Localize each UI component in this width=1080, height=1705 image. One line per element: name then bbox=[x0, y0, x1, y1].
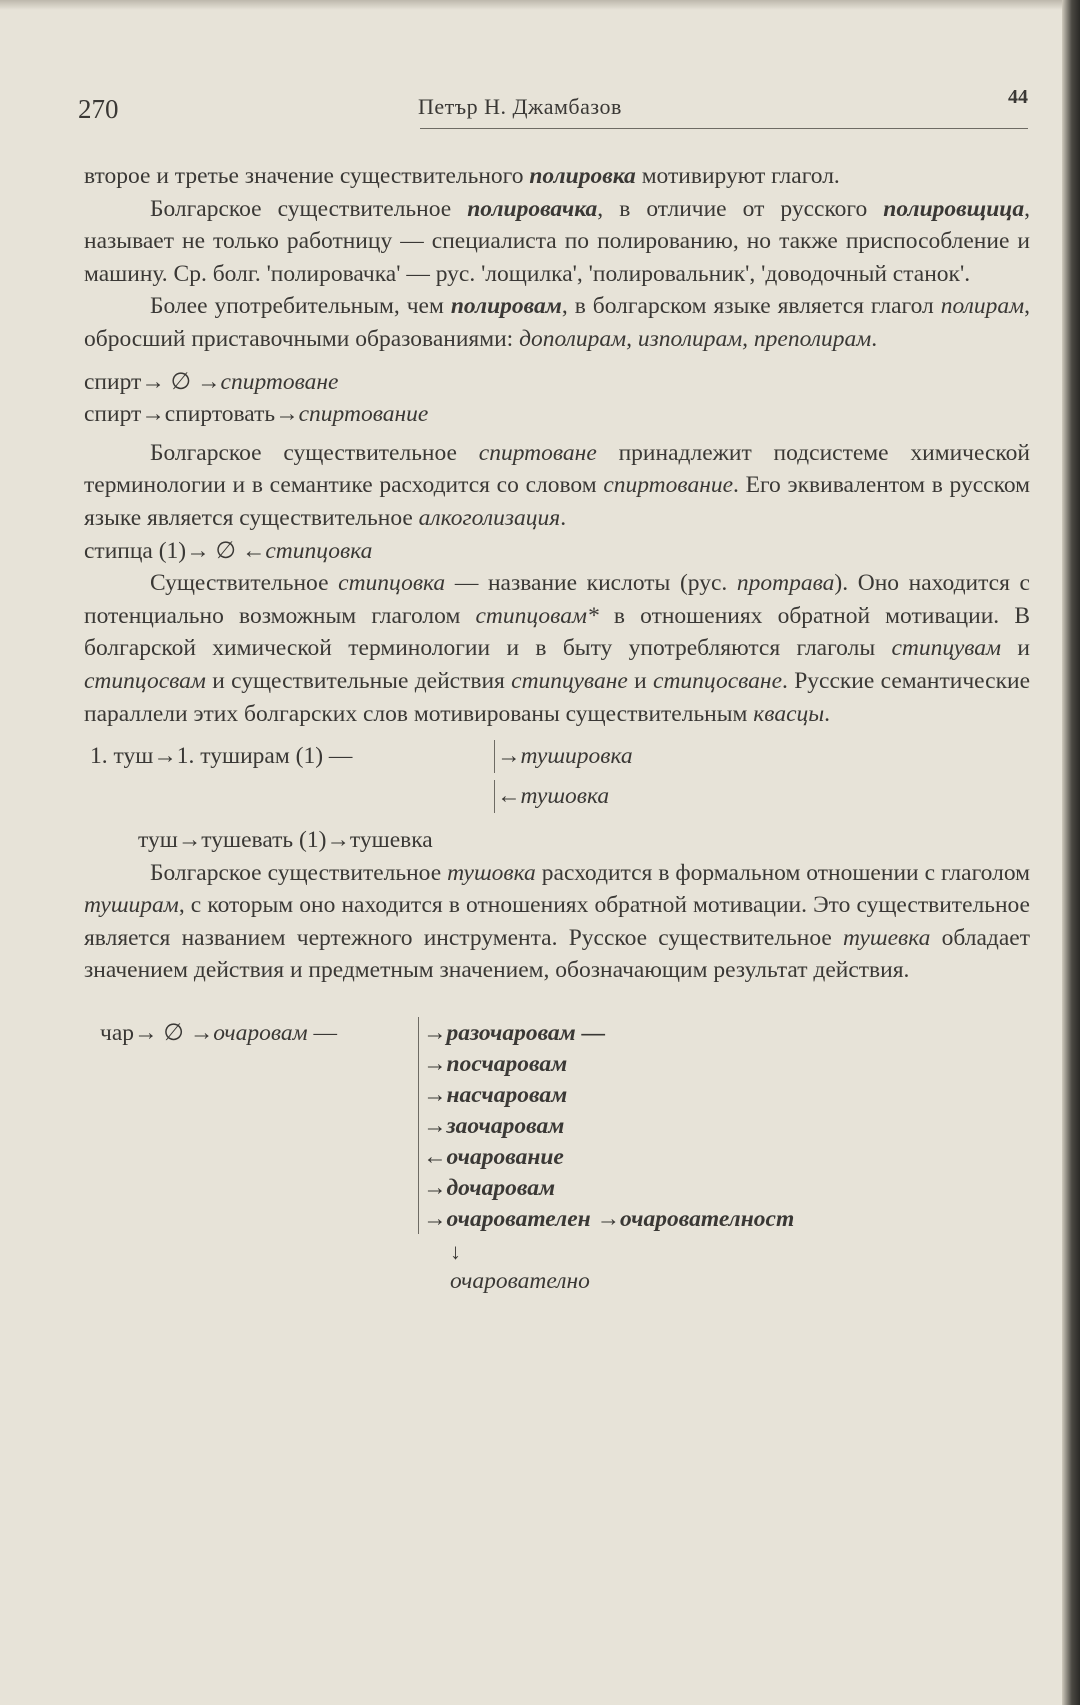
char-branch: ←очарование bbox=[423, 1144, 564, 1171]
paragraph-1: второе и третье значение существительного полировка мотивируют глагол. bbox=[84, 163, 840, 189]
char-branches bbox=[418, 1017, 1023, 1234]
paragraph-2: Болгарское существительное полировачка, в отличие от русского полировщица, называет не только работницу — специалиста по полированию, но также приспособление и машину. Ср. болг. 'полировачка' — рус. 'лощилка', 'полировальник', 'доводочный станок'. bbox=[84, 195, 1030, 287]
char-root: чар→ ∅ →очаровам — bbox=[100, 1020, 337, 1047]
paragraph-4: Болгарское существительное спиртоване принадлежит подсистеме химической терминологии и в семантике расходится со словом спиртование. Его эквивалентом в русском языке является существительное алкоголизация. bbox=[84, 439, 1030, 531]
spirt-line-2: спирт→спиртовать→спиртование bbox=[84, 401, 429, 428]
paragraph-3: Более употребительным, чем полировам, в болгарском языке является глагол полирам, обросший приставочными образованиями: дополирам, изполирам, преполирам. bbox=[84, 293, 1030, 352]
char-branch: →заочаровам bbox=[423, 1113, 565, 1140]
spirt-line-1: спирт→ ∅ →спиртоване bbox=[84, 368, 339, 395]
body-text bbox=[84, 160, 1031, 1295]
header-rule bbox=[420, 128, 1028, 129]
running-title: Петър Н. Джамбазов bbox=[418, 94, 622, 119]
tush-derivation bbox=[84, 740, 1030, 818]
book-spine-shadow bbox=[1062, 0, 1080, 1705]
char-branch: →дочаровам bbox=[423, 1175, 556, 1202]
char-derivation bbox=[84, 1017, 1030, 1295]
char-branch: →очарователен →очарователност bbox=[423, 1206, 795, 1233]
section-number: 44 bbox=[1008, 86, 1028, 108]
running-header bbox=[78, 86, 1028, 130]
paragraph-6: Болгарское существительное тушовка расходится в формальном отношении с глаголом туширам, с которым оно находится в отношениях обратной мотивации. Это существительное является названием чертежного инструмента. Русское существительное тушевка обладает значением действия и предметным значением, обозначающим результат действия. bbox=[84, 859, 1030, 984]
paragraph-5: Существительное стипцовка — название кислоты (рус. протрава). Оно находится с потенциально возможным глаголом стипцовам* в отношениях обратной мотивации. В болгарской химической терминологии и в быту употребляются глаголы стипцувам и стипцосвам и существительные действия стипцуване и стипцосване. Русские семантические параллели этих болгарских слов мотивированы существительным квасцы. bbox=[84, 570, 1031, 727]
char-branch: →насчаровам bbox=[423, 1082, 568, 1109]
tush-branch-1: →тушировка bbox=[494, 740, 633, 773]
spirt-derivation bbox=[84, 366, 1030, 431]
tush-root: 1. туш→1. туширам (1) — bbox=[90, 743, 353, 770]
page-number: 270 bbox=[78, 94, 119, 124]
page-top-edge bbox=[0, 0, 1062, 10]
tush-branch-2: ←тушовка bbox=[494, 780, 609, 813]
char-branch: →посчаровам bbox=[423, 1051, 568, 1078]
char-final: очарователно bbox=[450, 1268, 590, 1295]
char-branch: →разочаровам — bbox=[423, 1020, 606, 1047]
stipca-derivation: стипца (1)→ ∅ ←стипцовка bbox=[84, 537, 373, 564]
tush-russian-derivation: туш→тушевать (1)→тушевка bbox=[138, 827, 433, 854]
down-arrow: ↓ bbox=[450, 1239, 461, 1265]
